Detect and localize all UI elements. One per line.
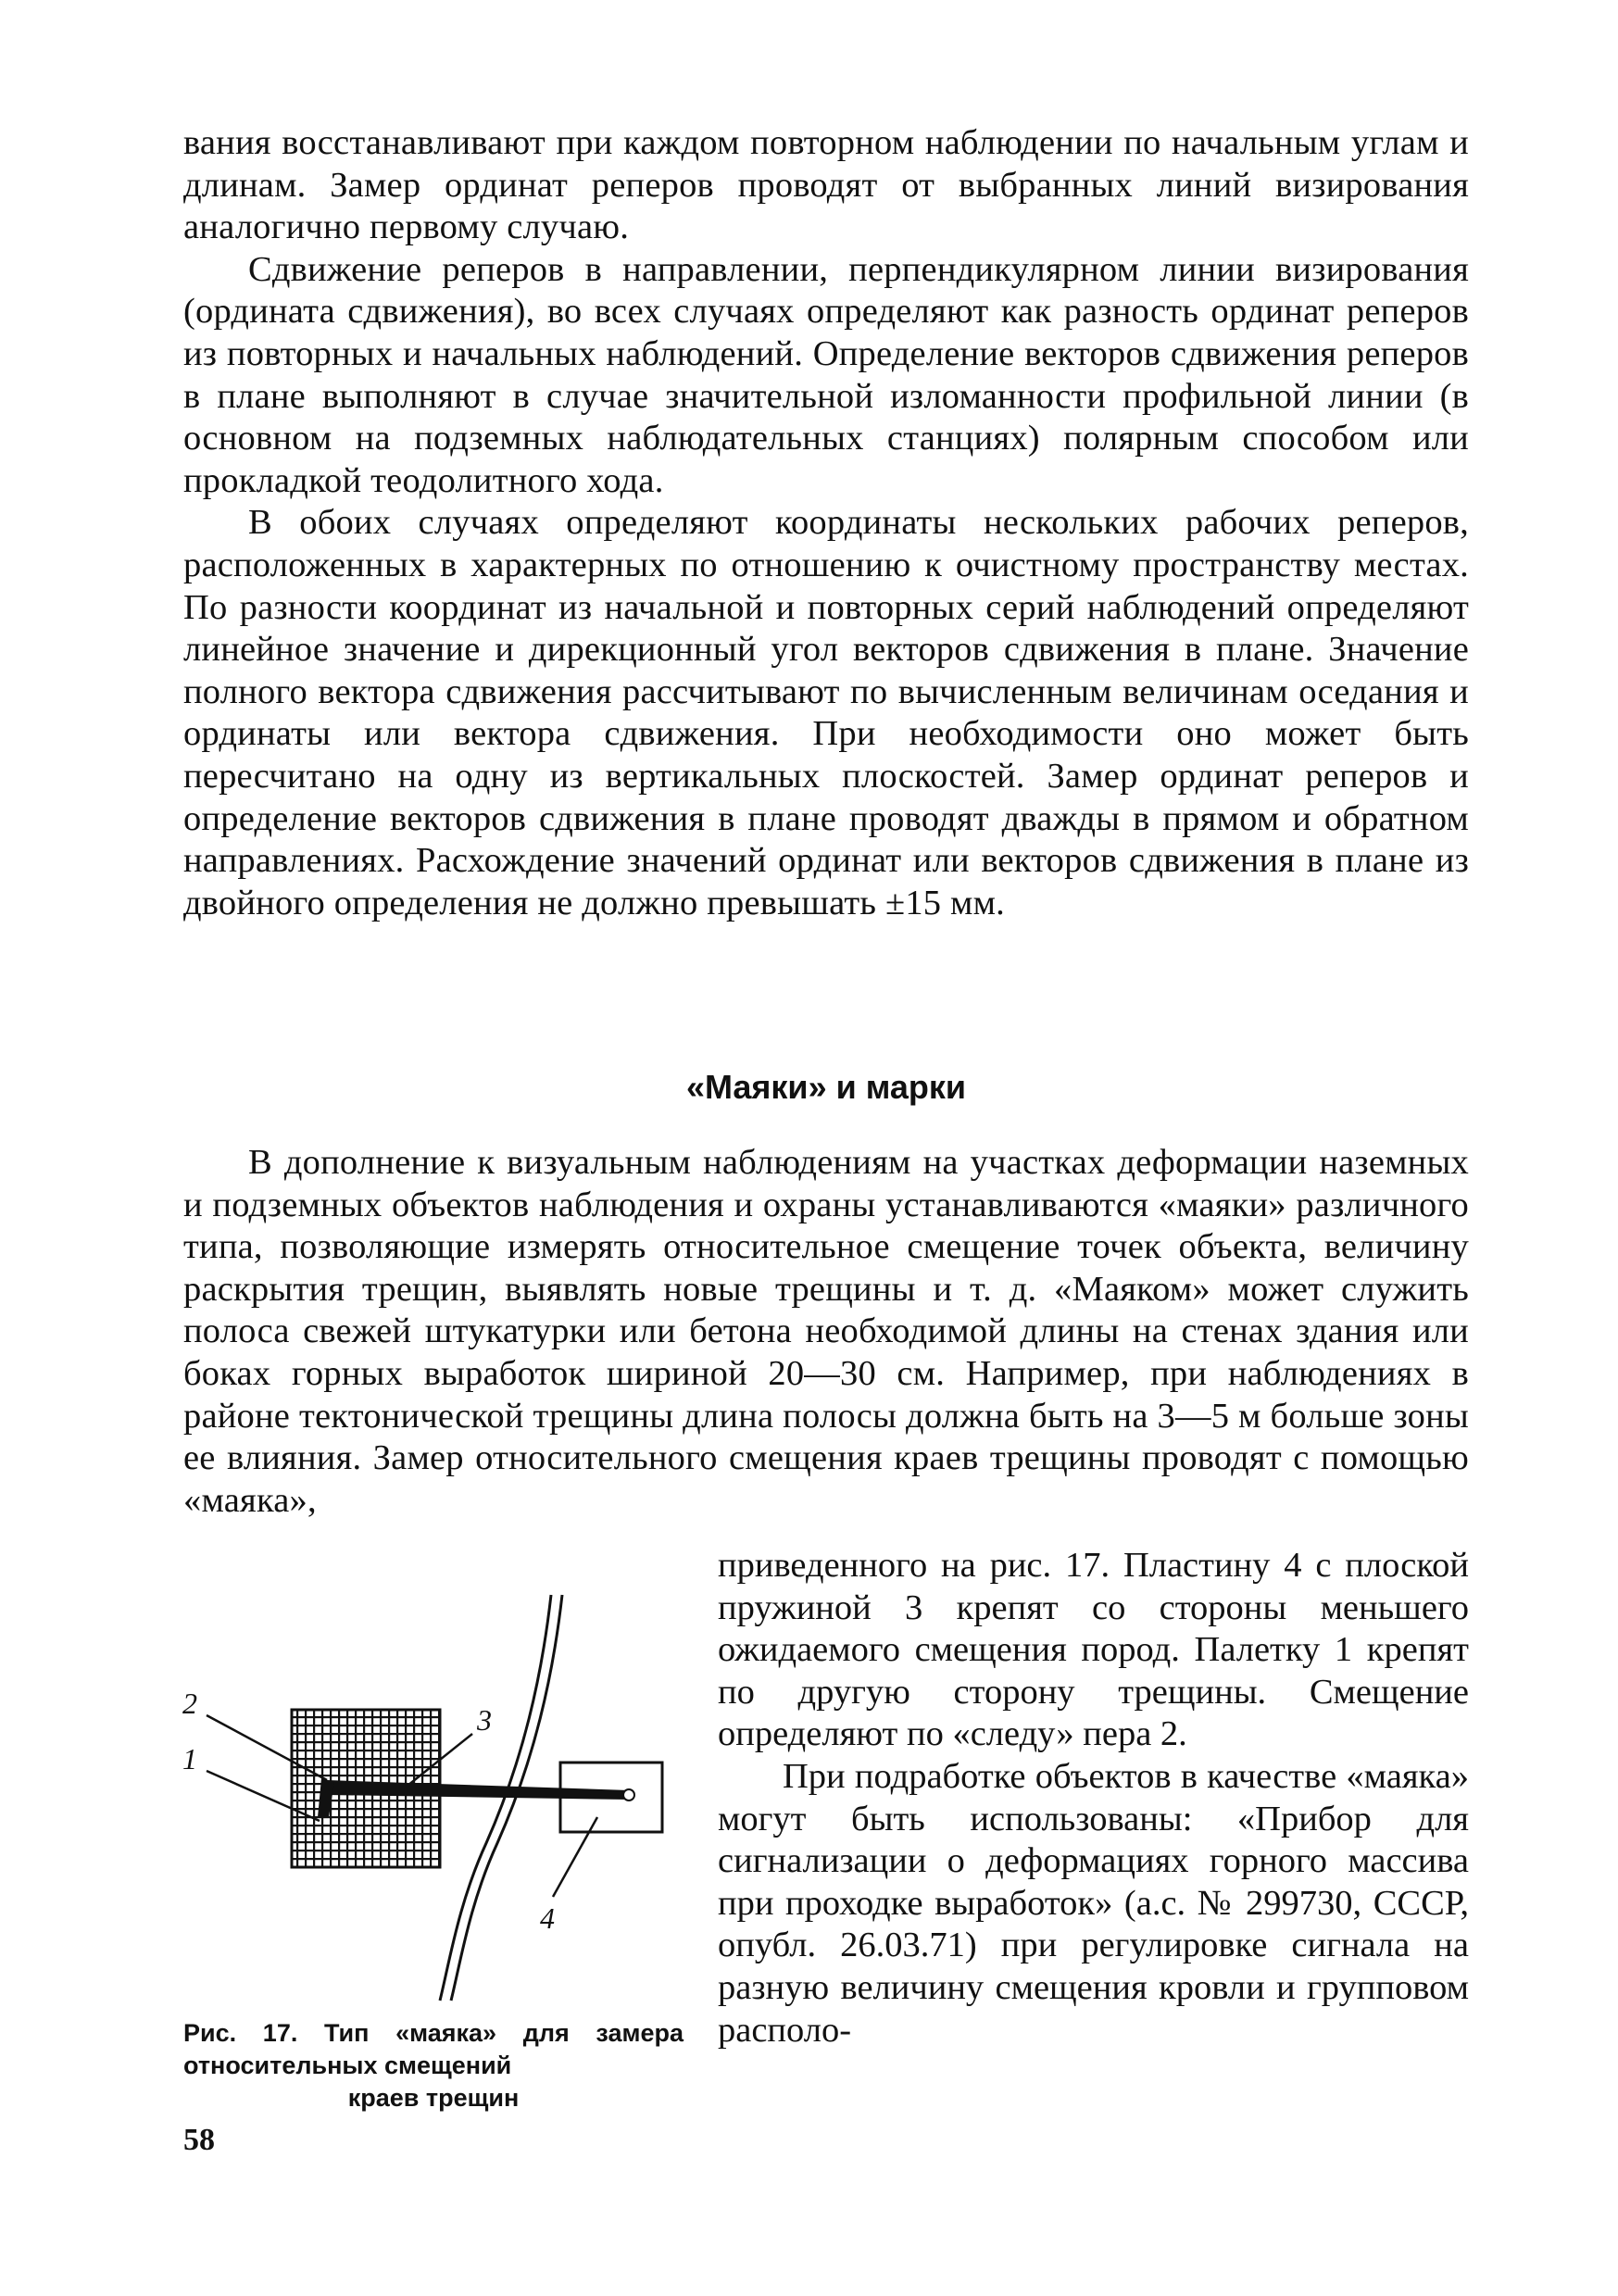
- paragraph-1: вания восстанавливают при каждом повторном наблюдении по начальным углам и длинам. Замер ординат реперов проводят от выбранных линий визирования аналогично первому случаю.: [183, 123, 1469, 247]
- right-paragraph-1: приведенного на рис. 17. Пластину 4 с плоской пружиной 3 крепят со стороны меньшего ожидаемого смещения пород. Палетку 1 крепят по другую сторону трещины. Смещение определяют по «следу» пера 2.: [718, 1546, 1469, 1754]
- section-text: [183, 1142, 1469, 1522]
- paragraph-2: Сдвижение реперов в направлении, перпендикулярном линии визирования (ордината сдвижения), во всех случаях определяют как разность ординат реперов из повторных и начальных наблюдений. Определение векторов сдвижения реперов в плане выполняют в случае значительной изломанности профильной линии (в основном на подземных наблюдательных станциях) полярным способом или прокладкой теодолитного хода.: [183, 249, 1469, 500]
- page-number: 58: [183, 2123, 215, 2157]
- figure-17-diagram: [171, 1575, 690, 2010]
- right-paragraph-2: При подработке объектов в качестве «маяка» могут быть использованы: «Прибор для сигнализации о деформациях горного массива при проходке выработок» (а.с. № 299730, СССР, опубл. 26.03.71) при регулировке сигнала на разную величину смещения кровли и групповом располо-: [718, 1756, 1469, 2050]
- section-heading: «Маяки» и марки: [685, 1068, 967, 1106]
- caption-last-line: краев трещин: [347, 2084, 520, 2112]
- label-palette: 1: [182, 1742, 197, 1775]
- label-spring: 3: [477, 1703, 492, 1737]
- right-column-text: [718, 1545, 1469, 2051]
- caption-main: Рис. 17. Тип «маяка» для замера относительных смещений: [183, 2019, 684, 2079]
- label-pen: 2: [182, 1687, 197, 1720]
- section-paragraph: В дополнение к визуальным наблюдениям на участках деформации наземных и подземных объектов наблюдения и охраны устанавливаются «маяки» различного типа, позволяющие измерять относительное смещение точек объекта, величину раскрытия трещин, выявлять новые трещины и т. д. «Маяком» может служить полоса свежей штукатурки или бетона необходимой длины на стенах здания или боках горных выработок шириной 20—30 см. Например, при наблюдениях в районе тектонической трещины длина полосы должна быть на 3—5 м больше зоны ее влияния. Замер относительного смещения краев трещины проводят с помощью «маяка»,: [183, 1143, 1469, 1520]
- label-plate: 4: [540, 1901, 555, 1935]
- figure-caption: [183, 2017, 684, 2114]
- plate-pivot: [623, 1789, 634, 1800]
- paragraph-3: В обоих случаях определяют координаты нескольких рабочих реперов, расположенных в характерных по отношению к очистному пространству местах. По разности координат из начальной и повторных серий наблюдений определяют линейное значение и дирекционный угол векторов сдвижения в плане. Значение полного вектора сдвижения рассчитывают по вычисленным величинам оседания и ординаты или вектора сдвижения. При необходимости оно может быть пересчитано на одну из вертикальных плоскостей. Замер ординат реперов и определение векторов сдвижения в плане проводят дважды в прямом и обратном направлениях. Расхождение значений ординат или векторов сдвижения в плане из двойного определения не должно превышать ±15 мм.: [183, 503, 1469, 922]
- top-text: [183, 122, 1469, 924]
